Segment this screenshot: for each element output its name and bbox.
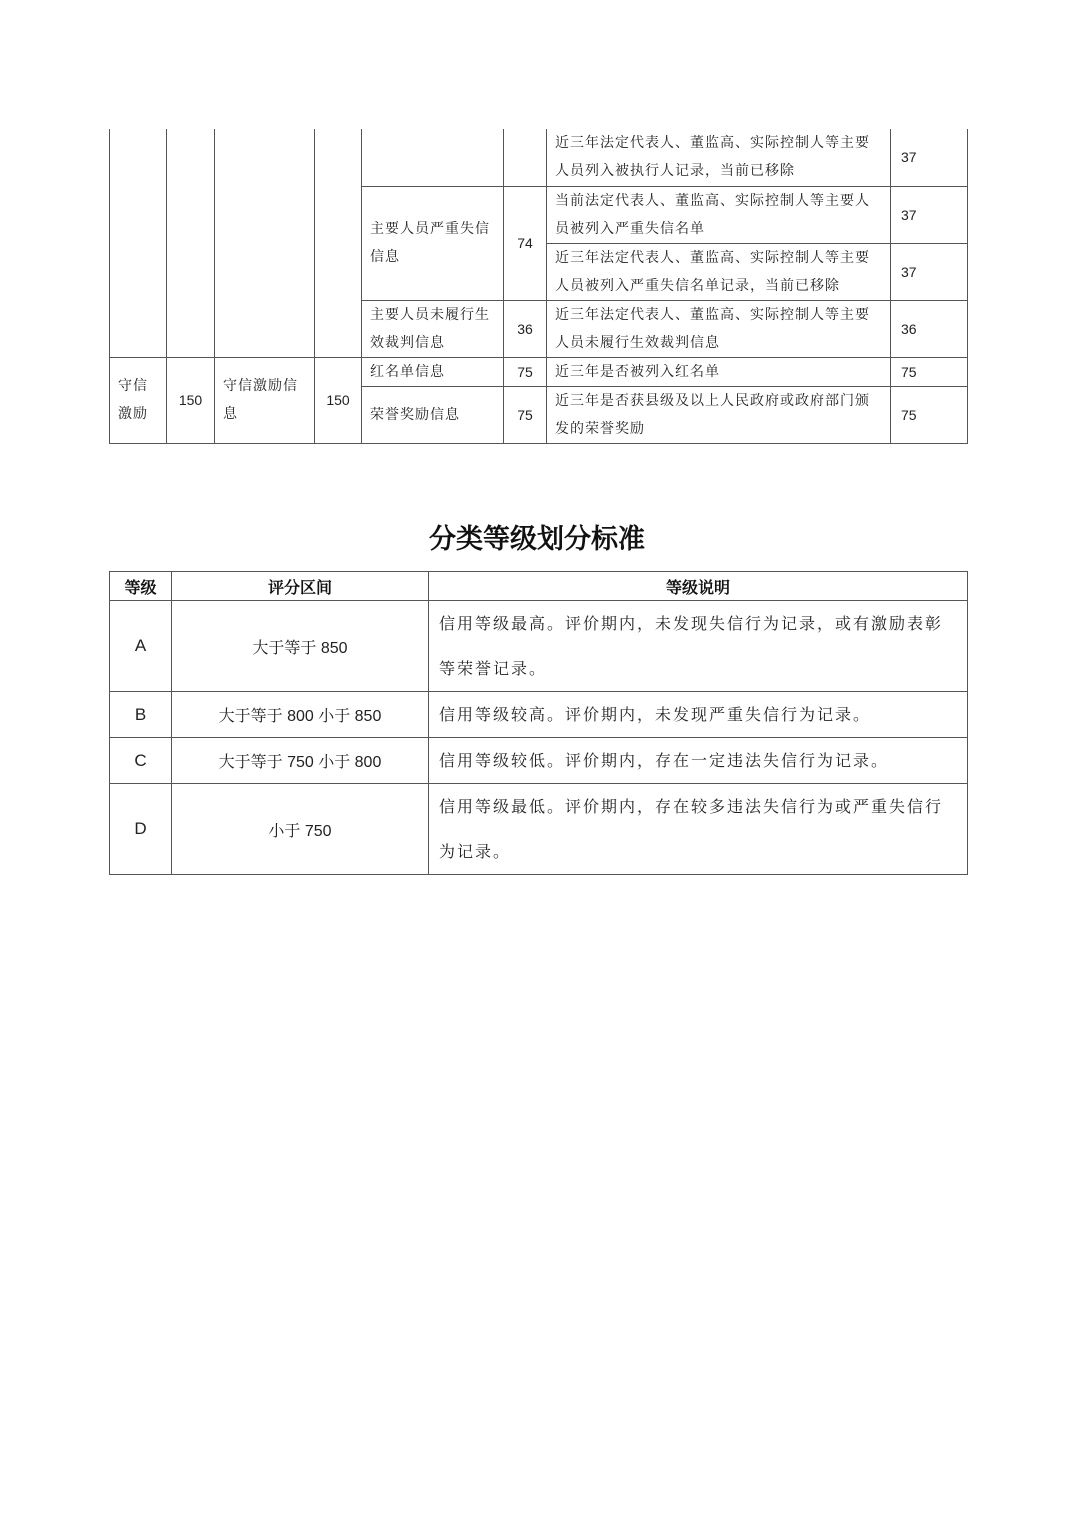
criterion-cell: 近三年法定代表人、董监高、实际控制人等主要人员列入被执行人记录，当前已移除 xyxy=(547,129,891,186)
score-cell: 37 xyxy=(891,243,968,300)
range-cell: 大于等于 750 小于 800 xyxy=(172,738,429,784)
criterion-cell: 当前法定代表人、董监高、实际控制人等主要人员被列入严重失信名单 xyxy=(547,186,891,243)
category-cell xyxy=(110,129,167,357)
grade-cell: C xyxy=(110,738,172,784)
range-cell: 小于 750 xyxy=(172,784,429,875)
criterion-cell: 近三年是否获县级及以上人民政府或政府部门颁发的荣誉奖励 xyxy=(547,386,891,443)
grade-table xyxy=(109,571,968,875)
description-cell: 信用等级最低。评价期内，存在较多违法失信行为或严重失信行为记录。 xyxy=(429,784,968,875)
subcategory-cell: 守信激励信息 xyxy=(215,357,315,443)
table-row xyxy=(110,601,968,692)
grade-cell: B xyxy=(110,692,172,738)
subcategory-score-cell: 150 xyxy=(315,357,362,443)
table-row xyxy=(110,784,968,875)
column-header-grade: 等级 xyxy=(110,572,172,601)
category-cell: 守信激励 xyxy=(110,357,167,443)
item-score-cell: 74 xyxy=(504,186,547,300)
category-score-cell: 150 xyxy=(167,357,215,443)
score-cell: 75 xyxy=(891,386,968,443)
section-title: 分类等级划分标准 xyxy=(429,524,645,555)
score-cell: 75 xyxy=(891,357,968,386)
item-cell: 主要人员未履行生效裁判信息 xyxy=(362,300,504,357)
criterion-cell: 近三年法定代表人、董监高、实际控制人等主要人员被列入严重失信名单记录，当前已移除 xyxy=(547,243,891,300)
criterion-cell: 近三年法定代表人、董监高、实际控制人等主要人员未履行生效裁判信息 xyxy=(547,300,891,357)
range-cell: 大于等于 800 小于 850 xyxy=(172,692,429,738)
grade-cell: D xyxy=(110,784,172,875)
item-cell: 荣誉奖励信息 xyxy=(362,386,504,443)
item-score-cell: 75 xyxy=(504,386,547,443)
table-row xyxy=(110,738,968,784)
score-table xyxy=(109,129,968,444)
subcategory-score-cell xyxy=(315,129,362,357)
item-score-cell xyxy=(504,129,547,186)
item-cell xyxy=(362,129,504,186)
criterion-cell: 近三年是否被列入红名单 xyxy=(547,357,891,386)
score-cell: 37 xyxy=(891,186,968,243)
column-header-range: 评分区间 xyxy=(172,572,429,601)
subcategory-cell xyxy=(215,129,315,357)
score-cell: 36 xyxy=(891,300,968,357)
range-cell: 大于等于 850 xyxy=(172,601,429,692)
score-cell: 37 xyxy=(891,129,968,186)
table-row xyxy=(110,692,968,738)
description-cell: 信用等级最高。评价期内，未发现失信行为记录，或有激励表彰等荣誉记录。 xyxy=(429,601,968,692)
grade-cell: A xyxy=(110,601,172,692)
column-header-description: 等级说明 xyxy=(429,572,968,601)
item-score-cell: 75 xyxy=(504,357,547,386)
category-score-cell xyxy=(167,129,215,357)
item-cell: 主要人员严重失信信息 xyxy=(362,186,504,300)
table-row xyxy=(110,357,968,386)
item-score-cell: 36 xyxy=(504,300,547,357)
description-cell: 信用等级较低。评价期内，存在一定违法失信行为记录。 xyxy=(429,738,968,784)
table-header-row xyxy=(110,572,968,601)
item-cell: 红名单信息 xyxy=(362,357,504,386)
table-row xyxy=(110,129,968,186)
description-cell: 信用等级较高。评价期内，未发现严重失信行为记录。 xyxy=(429,692,968,738)
